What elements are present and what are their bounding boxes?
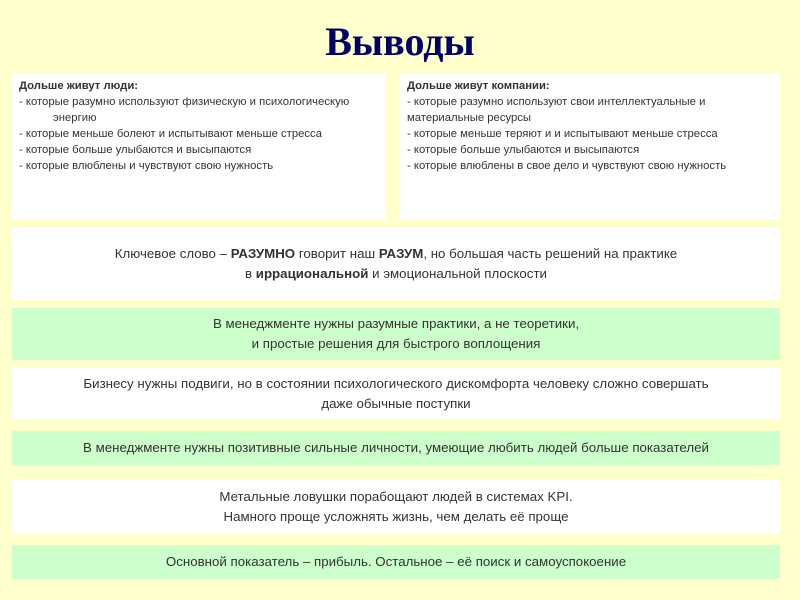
management-line-1: В менеджменте нужны разумные практики, а не теоретики,: [212, 316, 580, 331]
keyword-line-1: [12, 244, 780, 264]
companies-item-2: - которые меньше теряют и и испытывают меньше стресса: [407, 128, 718, 140]
profit-box: [12, 545, 780, 579]
people-item-1: - которые разумно используют физическую и психологическую энергию: [19, 96, 350, 124]
keyword-bold-razum: РАЗУМ: [378, 246, 424, 261]
companies-item-4: - которые влюблены в свое дело и чувствуют свою нужность: [407, 160, 727, 172]
people-item-3: - которые больше улыбаются и высыпаются: [19, 144, 252, 156]
keyword-bold-razumno: РАЗУМНО: [230, 246, 296, 261]
keyword-text-3: , но большая часть решений на практике: [423, 246, 678, 261]
management-box: [12, 308, 780, 360]
companies-panel-heading: Дольше живут компании:: [407, 80, 550, 92]
keyword-text-5: и эмоциональной плоскости: [368, 266, 547, 281]
personality-box: [12, 431, 780, 465]
keyword-box: [12, 228, 780, 300]
people-item-4: - которые влюблены и чувствуют свою нужность: [19, 160, 274, 172]
people-panel: [12, 73, 386, 219]
companies-item-1: - которые разумно используют свои интеллектуальные и материальные ресурсы: [407, 96, 706, 124]
personality-line-1: В менеджменте нужны позитивные сильные личности, умеющие любить людей больше показателей: [83, 440, 709, 455]
business-box: [12, 368, 780, 419]
companies-item-3: - которые больше улыбаются и высыпаются: [407, 144, 640, 156]
kpi-line-2: Намного проще усложнять жизнь, чем делать её проще: [223, 509, 569, 524]
profit-line-1: Основной показатель – прибыль. Остальное – её поиск и самоуспокоение: [165, 554, 627, 569]
people-item-2: - которые меньше болеют и испытывают меньше стресса: [19, 128, 322, 140]
companies-panel: [400, 73, 780, 219]
keyword-text-4: в: [245, 266, 256, 281]
keyword-line-2: [12, 264, 780, 284]
keyword-bold-irrational: иррациональной: [255, 266, 369, 281]
page-title: Выводы: [325, 19, 475, 64]
keyword-text-2: говорит наш: [295, 246, 379, 261]
management-line-2: и простые решения для быстрого воплощения: [251, 336, 541, 351]
kpi-line-1: Метальные ловушки порабощают людей в системах KPI.: [219, 489, 573, 504]
kpi-box: [12, 480, 780, 534]
people-panel-heading: Дольше живут люди:: [19, 80, 139, 92]
business-line-2: даже обычные поступки: [321, 395, 471, 411]
keyword-text-1: Ключевое слово –: [114, 246, 231, 261]
business-line-1: Бизнесу нужны подвиги, но в состоянии психологического дискомфорта человеку сложно совершать: [83, 375, 709, 391]
